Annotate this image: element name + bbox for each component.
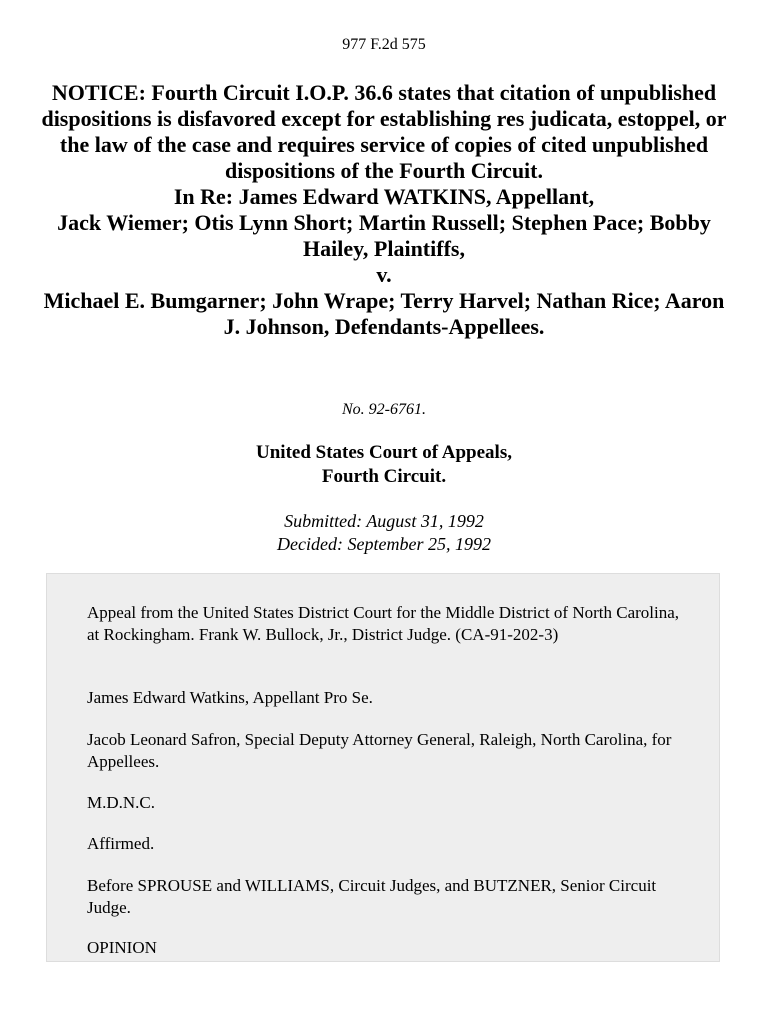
reporter-citation: 977 F.2d 575	[342, 36, 426, 53]
case-details-panel	[46, 573, 720, 962]
judges-text: Before SPROUSE and WILLIAMS, Circuit Judges, and BUTZNER, Senior Circuit Judge.	[87, 876, 657, 917]
submitted-date: Submitted: August 31, 1992	[284, 511, 484, 531]
appellant-counsel-text: James Edward Watkins, Appellant Pro Se.	[87, 688, 373, 707]
docket-number: No. 92-6761.	[342, 401, 426, 418]
district-abbreviation: M.D.N.C.	[87, 793, 156, 812]
plaintiffs-caption: Jack Wiemer; Otis Lynn Short; Martin Russell; Stephen Pace; Bobby Hailey, Plaintiffs,	[57, 210, 711, 261]
appellee-counsel-text: Jacob Leonard Safron, Special Deputy Attorney General, Raleigh, North Carolina, for Appellees.	[87, 730, 672, 771]
court-name-line2: Fourth Circuit.	[321, 466, 447, 487]
versus-label: v.	[376, 262, 392, 287]
court-name	[0, 441, 768, 489]
court-name-line1: United States Court of Appeals,	[256, 442, 512, 463]
opinion-label: OPINION	[87, 938, 157, 957]
disposition-text: Affirmed.	[87, 834, 155, 853]
defendants-caption: Michael E. Bumgarner; John Wrape; Terry Harvel; Nathan Rice; Aaron J. Johnson, Defendants-Appellees.	[43, 288, 725, 339]
case-dates	[0, 510, 768, 556]
unpublished-notice: NOTICE: Fourth Circuit I.O.P. 36.6 states that citation of unpublished dispositions is disfavored except for establishing res judicata, estoppel, or the law of the case and requires service of copies of cited unpublished dispositions of the Fourth Circuit.	[41, 80, 727, 183]
appeal-from-text: Appeal from the United States District Court for the Middle District of North Carolina, at Rockingham. Frank W. Bullock, Jr., District Judge. (CA-91-202-3)	[87, 603, 680, 644]
appellant-caption: In Re: James Edward WATKINS, Appellant,	[173, 184, 595, 209]
decided-date: Decided: September 25, 1992	[277, 534, 491, 554]
case-heading	[40, 80, 728, 340]
